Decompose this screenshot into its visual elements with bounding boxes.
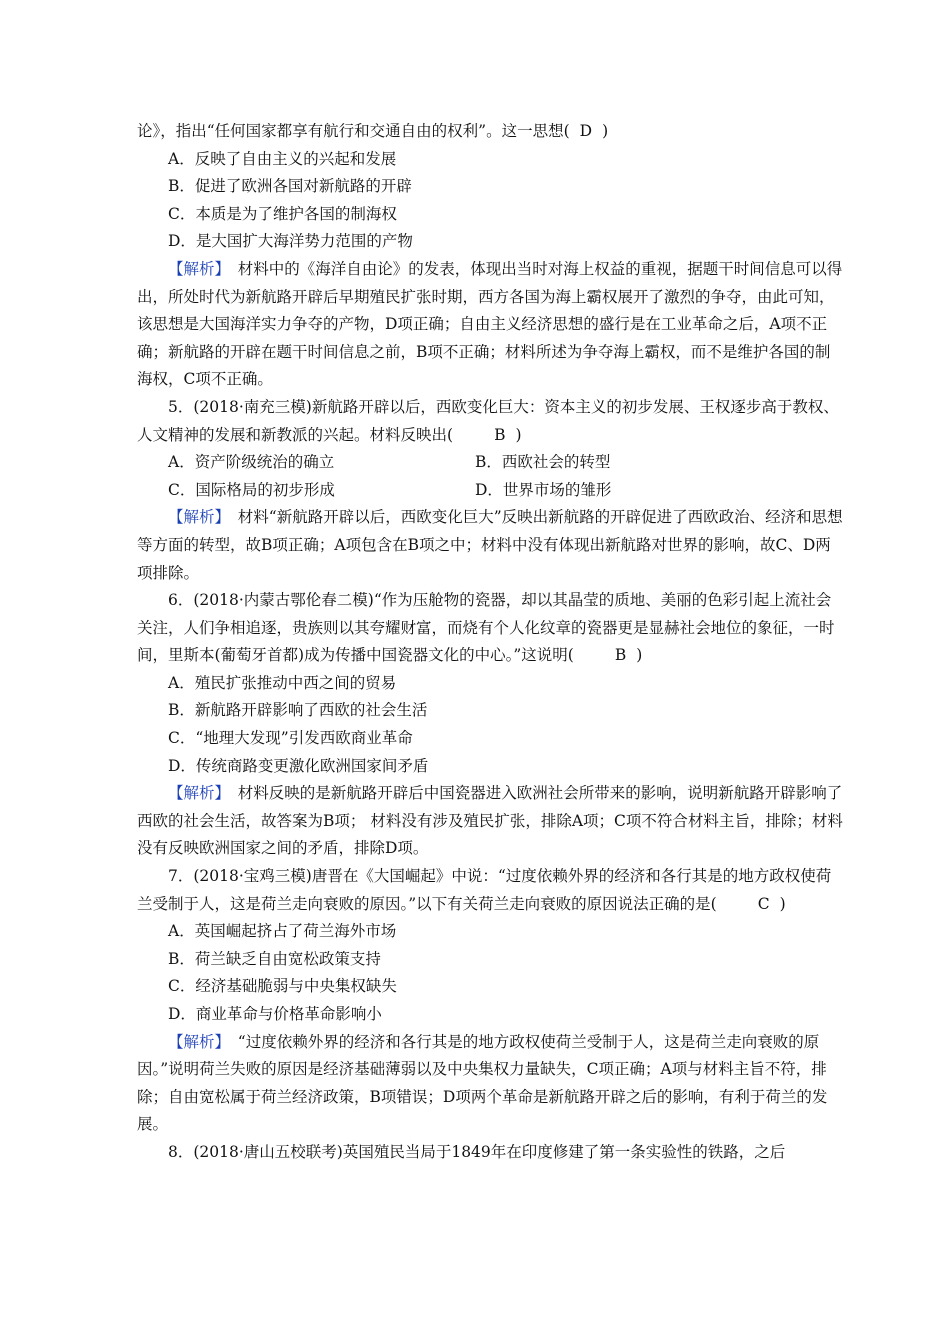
question-stem-text: 论》，指出“任何国家都享有航行和交通自由的权利”。这一思想( (137, 122, 570, 140)
answer-letter: D (579, 122, 593, 140)
paren-close: ) (515, 425, 522, 444)
option-row (168, 449, 843, 477)
option-c: C．经济基础脆弱与中央集权缺失 (168, 977, 397, 996)
analysis-paragraph (137, 504, 843, 587)
option-b: B．促进了欧洲各国对新航路的开辟 (168, 177, 412, 196)
analysis-tag: 【解析】 (168, 784, 223, 803)
analysis-tag: 【解析】 (168, 508, 223, 527)
option-a: A．资产阶级统治的确立 (168, 453, 335, 472)
question-4-stem (137, 118, 843, 146)
analysis-text: 材料中的《海洋自由论》的发表，体现出当时对海上权益的重视，据题干时间信息可以得出，所处时代为新航路开辟后早期殖民扩张时期，西方各国为海上霸权展开了激烈的争夺，由此可知，该思想是大国海洋实力争夺的产物，D项正确；自由主义经济思想的盛行是在工业革命之后，A项不正确；新航路的开辟在题干时间信息之前，B项不正确；材料所述为争夺海上霸权，而不是维护各国的制海权，C项不正确。 (137, 259, 843, 389)
option-c: C．本质是为了维护各国的制海权 (168, 204, 397, 223)
option-d: D．商业革命与价格革命影响小 (168, 1005, 382, 1023)
analysis-paragraph (137, 1029, 843, 1139)
option-d: D．世界市场的雏形 (475, 480, 612, 499)
answer-letter: B (494, 425, 506, 444)
question-6-stem (137, 587, 843, 670)
option-b: B．荷兰缺乏自由宽松政策支持 (168, 949, 381, 968)
analysis-tag: 【解析】 (168, 259, 223, 278)
answer-letter: B (614, 646, 627, 665)
question-5-stem (137, 394, 843, 449)
option-c: C．“地理大发现”引发西欧商业革命 (168, 729, 413, 748)
option-c: C．国际格局的初步形成 (168, 480, 335, 499)
paren-close: ) (602, 122, 609, 140)
paren-close: ) (779, 894, 786, 913)
option-d: D．是大国扩大海洋势力范围的产物 (168, 232, 413, 251)
option-row (168, 477, 843, 505)
analysis-text: 材料“新航路开辟以后，西欧变化巨大”反映出新航路的开辟促进了西欧政治、经济和思想等方面的转型，故B项正确；A项包含在B项之中；材料中没有体现出新航路对世界的影响，故C、D两项排除。 (137, 508, 843, 582)
analysis-text: 材料反映的是新航路开辟后中国瓷器进入欧洲社会所带来的影响，说明新航路开辟影响了西欧的社会生活，故答案为B项； 材料没有涉及殖民扩张，排除A项；C项不符合材料主旨，排除；材料没有反映欧洲国家之间的矛盾，排除D项。 (137, 784, 843, 858)
document-content (137, 118, 843, 1167)
analysis-tag: 【解析】 (168, 1032, 223, 1051)
option-b: B．西欧社会的转型 (475, 453, 611, 472)
answer-letter: C (757, 894, 770, 913)
option-a: A．殖民扩张推动中西之间的贸易 (168, 673, 397, 692)
analysis-text: “过度依赖外界的经济和各行其是的地方政权使荷兰受制于人，这是荷兰走向衰败的原因。”说明荷兰失败的原因是经济基础薄弱以及中央集权力量缺失，C项正确；A项与材料主旨不符，排除；自由宽松属于荷兰经济政策，B项错误；D项两个革命是新航路开辟之后的影响，有利于荷兰的发展。 (137, 1032, 828, 1134)
paren-close: ) (636, 646, 643, 665)
analysis-paragraph (137, 256, 843, 394)
option-b: B．新航路开辟影响了西欧的社会生活 (168, 701, 428, 720)
question-stem-text: 6．(2018·内蒙古鄂伦春二模)“作为压舱物的瓷器，却以其晶莹的质地、美丽的色彩引起上流社会关注，人们争相追逐，贵族则以其夸耀财富，而烧有个人化纹章的瓷器更是显赫社会地位的象征，一时间，里斯本(葡萄牙首都)成为传播中国瓷器文化的中心。”这说明( (137, 591, 835, 665)
question-stem-text: 7．(2018·宝鸡三模)唐晋在《大国崛起》中说：“过度依赖外界的经济和各行其是的地方政权使荷兰受制于人，这是荷兰走向衰败的原因。”以下有关荷兰走向衰败的原因说法正确的是( (137, 867, 832, 913)
question-8-stem: 8．(2018·唐山五校联考)英国殖民当局于1849年在印度修建了第一条实验性的铁路，之后 (168, 1142, 786, 1161)
option-a: A．英国崛起挤占了荷兰海外市场 (168, 922, 397, 941)
analysis-paragraph (137, 780, 843, 863)
question-stem-text: 5．(2018·南充三模)新航路开辟以后，西欧变化巨大：资本主义的初步发展、王权逐步高于教权、人文精神的发展和新教派的兴起。材料反映出( (137, 397, 839, 444)
question-7-stem (137, 863, 843, 918)
option-a: A．反映了自由主义的兴起和发展 (168, 149, 397, 168)
option-d: D．传统商路变更激化欧洲国家间矛盾 (168, 756, 429, 775)
